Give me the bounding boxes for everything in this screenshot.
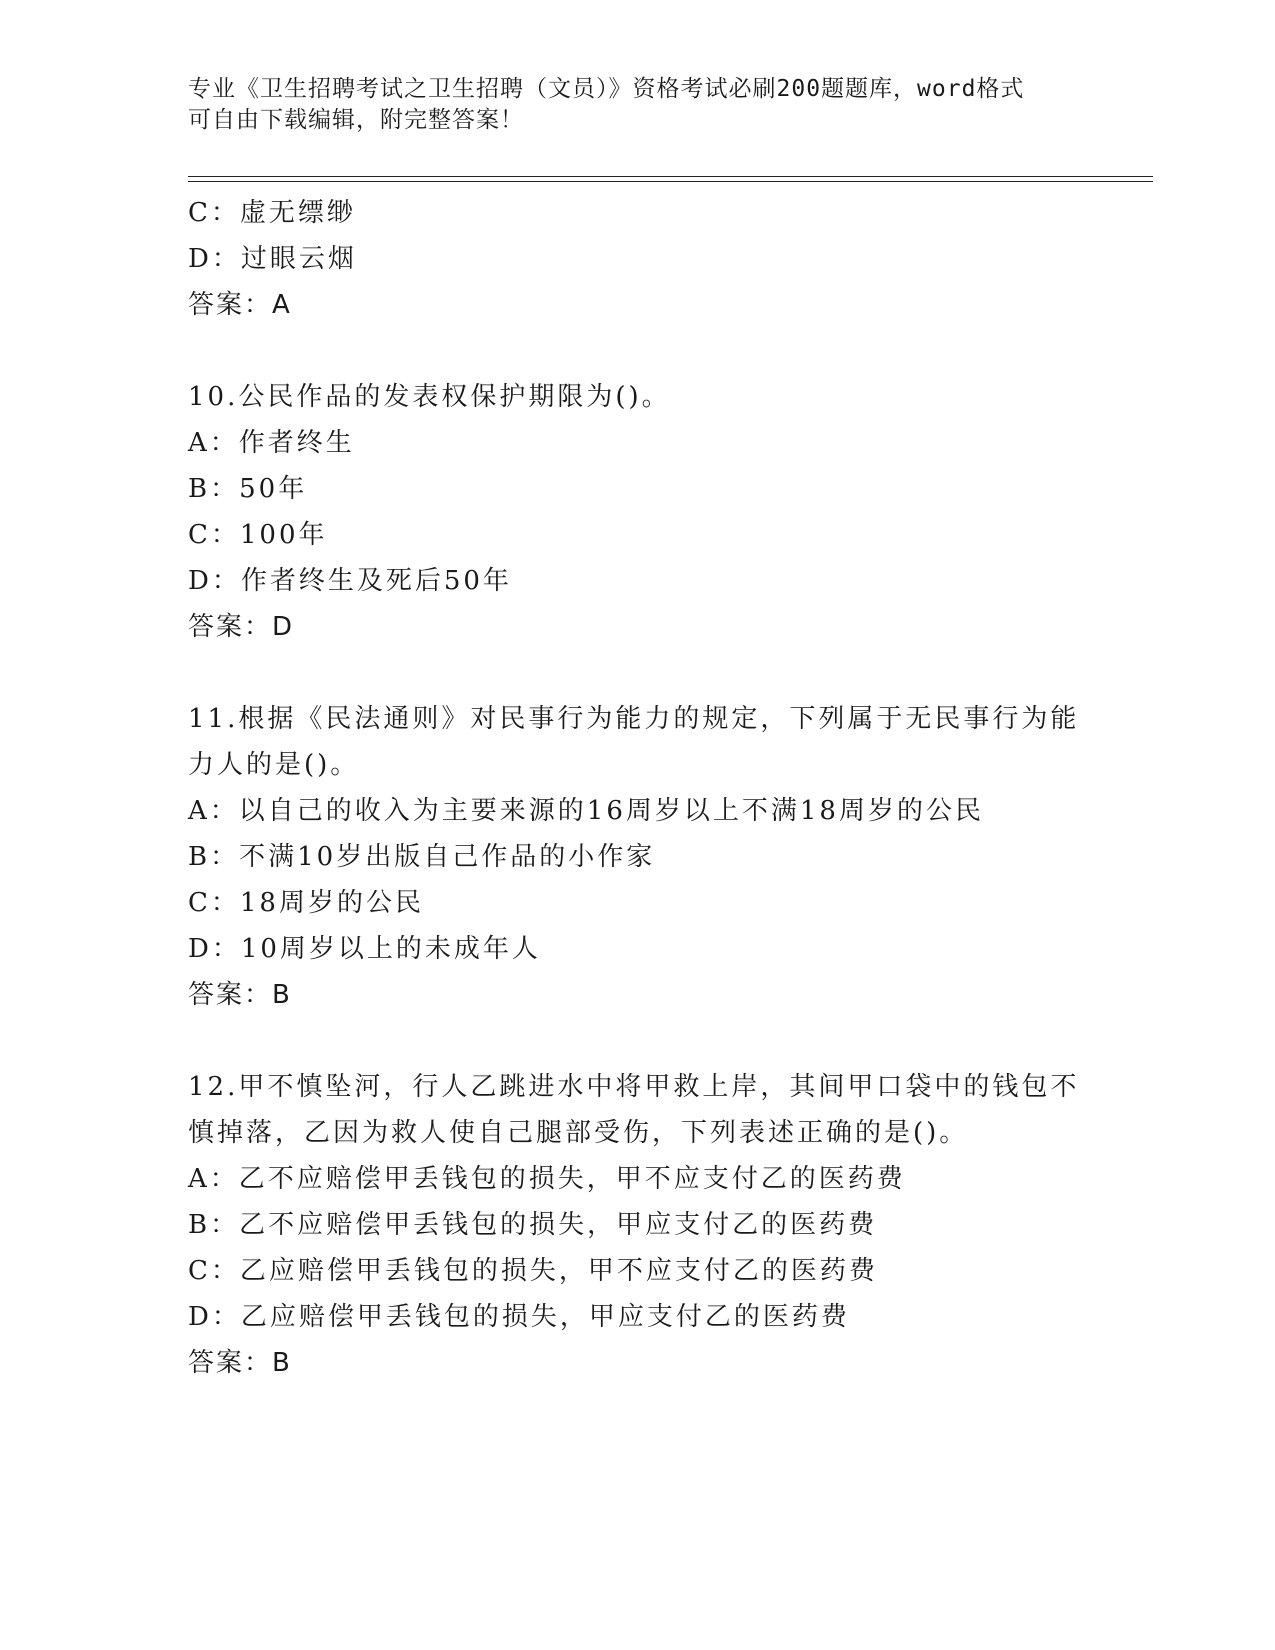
question-12 xyxy=(188,1064,1088,1386)
question-stem: 10.公民作品的发表权保护期限为()。 xyxy=(188,382,671,412)
header-divider-bottom xyxy=(188,181,1153,182)
answer-line: 答案：A xyxy=(188,290,292,320)
option-c: C：18周岁的公民 xyxy=(188,888,424,918)
document-header xyxy=(188,74,1088,136)
partial-question xyxy=(188,190,1088,328)
question-10 xyxy=(188,374,1088,650)
option-d: D：过眼云烟 xyxy=(188,244,357,274)
option-b: B：乙不应赔偿甲丢钱包的损失，甲应支付乙的医药费 xyxy=(188,1210,878,1240)
header-divider-top xyxy=(188,176,1153,177)
answer-line: 答案：D xyxy=(188,612,295,642)
question-stem: 12.甲不慎坠河，行人乙跳进水中将甲救上岸，其间甲口袋中的钱包不 xyxy=(188,1072,1080,1102)
header-line-2: 可自由下载编辑，附完整答案！ xyxy=(188,107,524,133)
spacer xyxy=(188,1018,1088,1064)
option-d: D：作者终生及死后50年 xyxy=(188,566,512,596)
spacer xyxy=(188,328,1088,374)
option-a: A：作者终生 xyxy=(188,428,355,458)
question-stem-continued: 慎掉落，乙因为救人使自己腿部受伤，下列表述正确的是()。 xyxy=(188,1118,969,1148)
question-stem: 11.根据《民法通则》对民事行为能力的规定，下列属于无民事行为能 xyxy=(188,704,1080,734)
option-a: A：以自己的收入为主要来源的16周岁以上不满18周岁的公民 xyxy=(188,796,984,826)
answer-line: 答案：B xyxy=(188,1348,292,1378)
option-d: D：乙应赔偿甲丢钱包的损失，甲应支付乙的医药费 xyxy=(188,1302,850,1332)
option-c: C：100年 xyxy=(188,520,328,550)
question-content xyxy=(188,190,1088,1386)
spacer xyxy=(188,650,1088,696)
option-a: A：乙不应赔偿甲丢钱包的损失，甲不应支付乙的医药费 xyxy=(188,1164,906,1194)
option-d: D：10周岁以上的未成年人 xyxy=(188,934,541,964)
answer-line: 答案：B xyxy=(188,980,292,1010)
option-c: C：虚无缥缈 xyxy=(188,198,356,228)
option-b: B：不满10岁出版自己作品的小作家 xyxy=(188,842,656,872)
question-11 xyxy=(188,696,1088,1018)
option-b: B：50年 xyxy=(188,474,308,504)
header-line-1: 专业《卫生招聘考试之卫生招聘（文员）》资格考试必刷200题题库，word格式 xyxy=(188,76,1025,102)
question-stem-continued: 力人的是()。 xyxy=(188,750,360,780)
option-c: C：乙应赔偿甲丢钱包的损失，甲不应支付乙的医药费 xyxy=(188,1256,878,1286)
